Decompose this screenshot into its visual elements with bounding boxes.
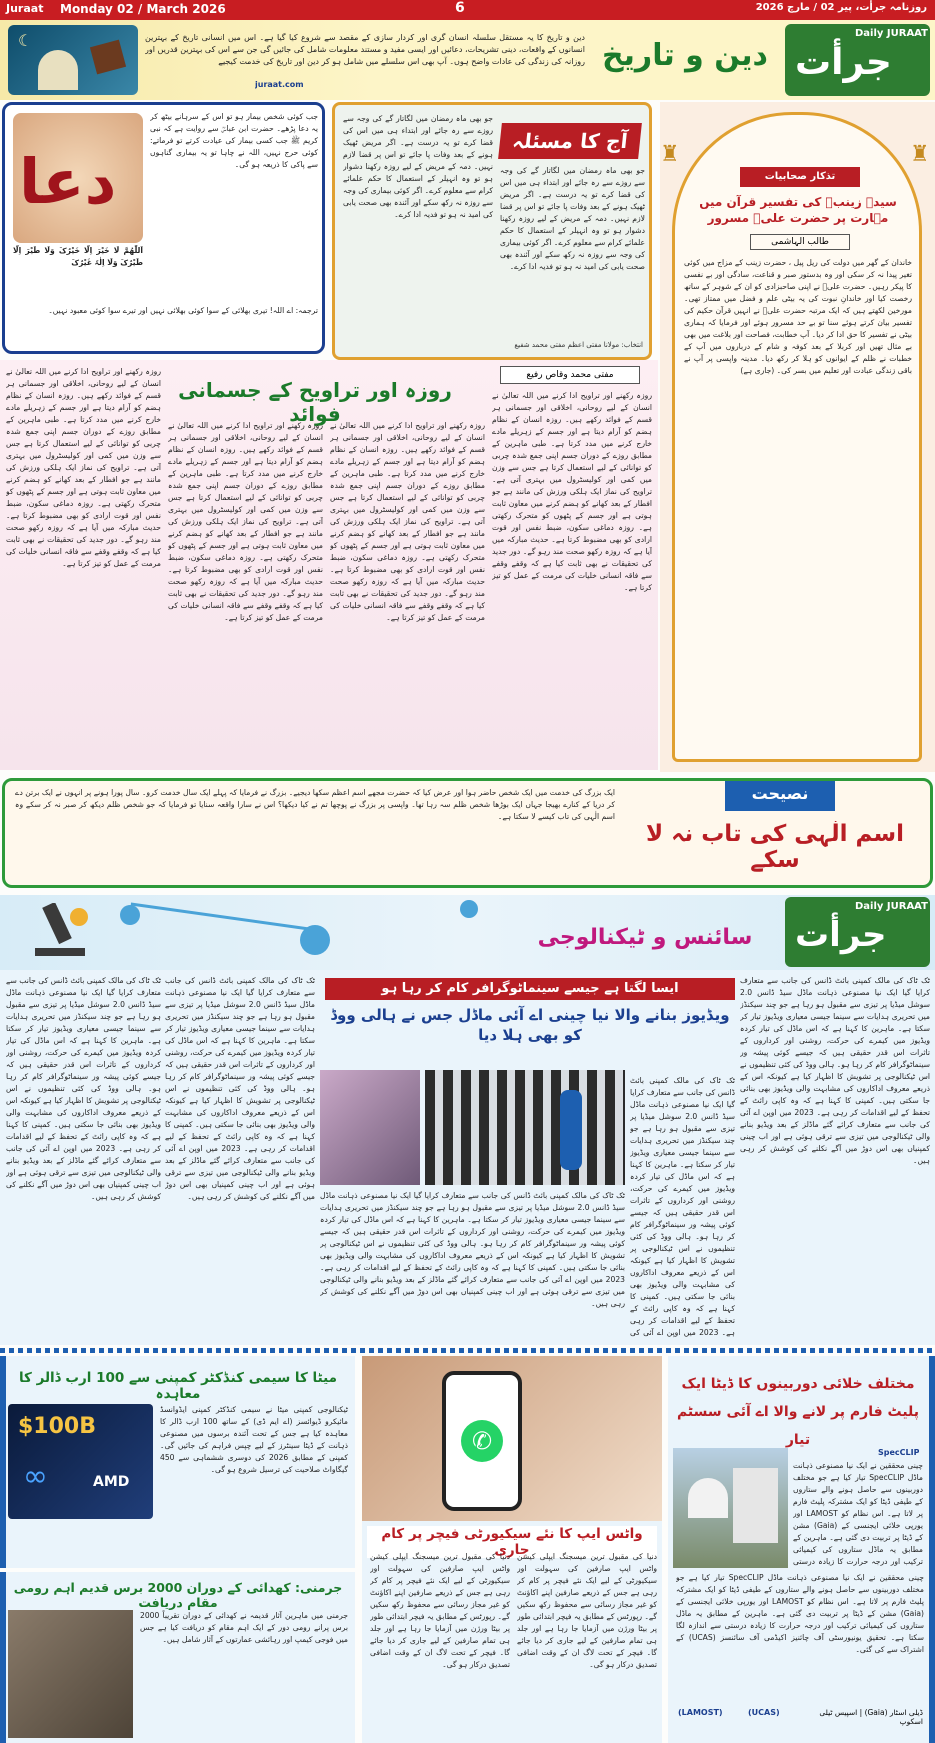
science-logo-en: Daily JURAAT — [855, 901, 928, 912]
din-email: juraat.com — [255, 80, 304, 89]
header-date-ur: روزنامہ جرأت، پیر 02 / مارچ 2026 — [755, 2, 927, 13]
tazkar-body: خاندان کے گھر میں دولت کی ریل پیل ، حضرت زینب کے مزاج میں کوئی تغیر پیدا نہ کر سکی اور وہ بدستور صبر و قناعت، سادگی اور بے نفسی کا پیکر رہیں۔ حضرت علیؓ نے اپنی صاحبزادی کو ان کے شوہر کے ساتھ رخصت کیا اور خاندانِ نبوت کی یہ بیٹی علم و فضل میں ممتاز تھی۔ مورخین لکھتے ہیں کہ ایک مرتبہ حضرت علیؓ نے انہیں قرآن حکیم کی تفسیر بیان کرتے ہوئے سنا تو بے حد مسرور ہوئے اور فرمایا کہ ہماری بیٹی نے تفسیر کا حق ادا کر دیا۔ آپ خطابت، فصاحت اور بلاغت میں بھی بے مثال تھیں اور کربلا کے بعد کوفہ و شام کے درباروں میں آپ کے خطبات نے ظلم کے ایوانوں کو ہلا کر رکھ دیا۔ مدینہ واپسی پر آپ نے باقی زندگی عبادت اور تعلیم میں بسر کی۔ (جاری ہے) — [684, 258, 912, 375]
mosque-illustration — [8, 25, 138, 95]
science-logo — [785, 897, 930, 967]
space-body: چینی محققین نے ایک نیا مصنوعی ذہانت ماڈل SpecCLIP تیار کیا ہے جو مختلف دوربینوں سے حاصل ہونے والے ستاروں کے طیفی ڈیٹا کو ایک مشترکہ پلیٹ فارم پر لاتا ہے۔ اس نظام کو LAMOST اور یورپی خلائی ایجنسی کے (Gaia) مشن کے ڈیٹا پر تربیت دی گئی ہے۔ ماہرین کے مطابق یہ ماڈل ستاروں کی کیمیائی ترکیب اور درجہ حرارت کا زیادہ درستی سے اندازہ لگا سکتا ہے۔ تحقیق یونیورسٹی آف چائنیز اکیڈمی آف سائنسز (UCAS) کے اشتراک سے کی گئی۔ — [676, 1573, 924, 1654]
dotted-rule — [0, 1348, 935, 1353]
logo-ur: جرأت — [795, 42, 892, 83]
logo-en: Daily JURAAT — [855, 28, 928, 39]
whatsapp-box — [362, 1356, 662, 1743]
science-col-2: ٹک ٹاک کی مالک کمپنی بائٹ ڈانس کی جانب سے متعارف کرایا گیا ایک نیا مصنوعی ذہانت ماڈل سیڈ ڈانس 2.0 سوشل میڈیا پر تیزی سے مقبول ہو رہا ہے جو چند سیکنڈز میں تحریری ہدایات سے سینما جیسی معیاری ویڈیوز تیار کر سکتا ہے۔ ماہرین کا کہنا ہے کہ اس ماڈل کی تیار کردہ ویڈیوز میں کیمرے کی حرکت، روشنی اور کرداروں کے تاثرات اس قدر حقیقی ہیں کہ جیسے کوئی پیشہ ور سینماٹوگرافر کام کر رہا ہو۔ ہالی ووڈ کی کئی تنظیموں نے اس ٹیکنالوجی پر تشویش کا اظہار کیا ہے کیونکہ اس کے ذریعے معروف اداکاروں کی مشابہت والی ویڈیوز بھی بنائی جا سکتی ہیں۔ کمپنی کا کہنا ہے کہ وہ کاپی رائٹ کے تحفظ کے لیے اقدامات کر رہی ہے۔ 2023 میں اوپن اے آئی کی — [630, 1076, 735, 1337]
dua-body: جب کوئی شخص بیمار ہو تو اس کے سرہانے بیٹھ کر یہ دعا پڑھے۔ حضرت ابن عباسؓ سے روایت ہے کہ نبی کریم ﷺ جب کسی بیمار کی عیادت کرتے تو فرماتے: کوئی حرج نہیں، اللہ نے چاہا تو یہ بیماری گناہوں سے پاکی کا ذریعہ ہو گی۔ — [150, 112, 318, 169]
meta-amd-image — [8, 1404, 153, 1519]
space-box — [668, 1356, 935, 1743]
science-headline: ویڈیوز بنانے والا نیا چینی اے آئی ماڈل جس نے ہالی ووڈ کو بھی ہلا دیا — [330, 1006, 730, 1044]
space-accent — [929, 1356, 935, 1743]
dua-box — [2, 102, 325, 354]
header-date-en: Monday 02 / March 2026 — [60, 2, 226, 16]
tazkar-label: تذکار صحابیات — [740, 167, 860, 187]
dua-note: ترجمہ: اے اللہ! تیری بھلائی کے سوا کوئی بھلائی نہیں اور تیرے سوا کوئی معبود نہیں۔ — [48, 306, 318, 315]
space-title: مختلف خلائی دوربینوں کا ڈیٹا ایک پلیٹ فارم پر لانے والا اے آئی سسٹم تیار — [676, 1376, 920, 1448]
observatory-photo — [673, 1448, 788, 1568]
din-intro: دین و تاریخ کا یہ مستقل سلسلہ انسان گری اور کردار سازی کے مقصد سے شروع کیا گیا ہے۔ اس میں انسانی تاریخ کے بہترین انسانوں کے واقعات، دینی تشریحات، دعائیں اور ایسی مفید و مستند معلومات شامل کی جائیں گی جن سے اس کی بہترین قدریں اور روزانہ کی زندگی کی عادات واضح ہوں۔ آپ بھی اس سلسلے میں شامل ہو کر دین اور تاریخ کی خدمت کیجیے — [145, 33, 585, 66]
meta-box — [0, 1356, 355, 1568]
germany-box — [0, 1572, 355, 1743]
nasihat-title: اسم الٰہی کی تاب نہ لا سکے — [645, 821, 905, 873]
tazkar-panel — [660, 102, 935, 772]
roza-col-2: روزہ رکھنے اور تراویح ادا کرنے میں اللہ تعالیٰ نے انسان کے لیے روحانی، اخلاقی اور جسمانی ہر قسم کے فوائد رکھے ہیں۔ روزہ انسان کے نظام ہضم کو آرام دیتا ہے اور جسم کے زہریلے مادے خارج کرنے میں مدد کرتا ہے۔ طبی ماہرین کے مطابق روزے کے دوران جسم اپنی جمع شدہ چربی کو توانائی کے لیے استعمال کرتا ہے جس سے وزن میں کمی اور کولیسٹرول میں بہتری آتی ہے۔ تراویح کی نماز ایک ہلکی ورزش کی مانند ہے جو افطار کے بعد کھانے کو ہضم کرنے میں معاون ثابت ہوتی ہے اور جسم کے پٹھوں کو متحرک رکھتی ہے۔ روزہ دماغی سکون، ضبط نفس اور قوت ارادی کو بھی مضبوط کرتا ہے۔ حدیث مبارکہ میں آیا ہے کہ روزہ رکھو صحت مند رہو گے۔ دور جدید کی تحقیقات نے بھی ثابت کیا ہے کہ وقفے وقفے سے فاقہ انسانی خلیات کی مرمت کے عمل کو تیز کرتا ہے۔ — [330, 421, 485, 622]
whatsapp-col-right: دنیا کی مقبول ترین میسجنگ ایپلی کیشن واٹس ایپ صارفین کی سہولت اور سیکیورٹی کے لیے ایک نئے فیچر پر کام کر رہی ہے جس کے ذریعے صارفین اپنے اکاؤنٹ کو غیر مجاز رسائی سے محفوظ رکھ سکیں گے۔ رپورٹس کے مطابق یہ فیچر ابتدائی طور پر بیٹا ورژن میں آزمایا جا رہا ہے اور جلد ہی تمام صارفین کے لیے جاری کر دیا جائے گا۔ فیچر کے تحت لاگ ان کے وقت اضافی تصدیق درکار ہو گی۔ — [517, 1552, 657, 1669]
nasihat-label: نصیحت — [725, 779, 835, 811]
phone-hand-photo — [362, 1356, 662, 1521]
roza-section — [0, 360, 658, 770]
whatsapp-col-left: دنیا کی مقبول ترین میسجنگ ایپلی کیشن واٹس ایپ صارفین کی سہولت اور سیکیورٹی کے لیے ایک نئے فیچر پر کام کر رہی ہے جس کے ذریعے صارفین اپنے اکاؤنٹ کو غیر مجاز رسائی سے محفوظ رکھ سکیں گے۔ رپورٹس کے مطابق یہ فیچر ابتدائی طور پر بیٹا ورژن میں آزمایا جا رہا ہے اور جلد ہی تمام صارفین کے لیے جاری کر دیا جائے گا۔ فیچر کے تحت لاگ ان کے وقت اضافی تصدیق درکار ہو گی۔ — [370, 1552, 510, 1669]
robot-factory-photo — [425, 1070, 625, 1185]
space-caption: ڈیلی اسٹار (Gaia) | اسپیس ٹیلی اسکوپ — [819, 1708, 923, 1726]
nasihat-box — [2, 778, 933, 888]
science-tag: ایسا لگتا ہے جیسے سینماٹوگرافر کام کر رہا ہو — [325, 978, 735, 1000]
din-title: دین و تاریخ — [602, 38, 768, 73]
lantern-icon-right: ♜ — [910, 142, 930, 167]
molecule-link — [131, 902, 310, 930]
crescent-icon: ☾ — [18, 31, 33, 50]
roza-col-4: روزہ رکھنے اور تراویح ادا کرنے میں اللہ تعالیٰ نے انسان کے لیے روحانی، اخلاقی اور جسمانی ہر قسم کے فوائد رکھے ہیں۔ روزہ انسان کے نظام ہضم کو آرام دیتا ہے اور جسم کے زہریلے مادے خارج کرنے میں مدد کرتا ہے۔ طبی ماہرین کے مطابق روزے کے دوران جسم اپنی جمع شدہ چربی کو توانائی کے لیے استعمال کرتا ہے جس سے وزن میں کمی اور کولیسٹرول میں بہتری آتی ہے۔ تراویح کی نماز ایک ہلکی ورزش کی مانند ہے جو افطار کے بعد کھانے کو ہضم کرنے میں معاون ثابت ہوتی ہے اور جسم کے پٹھوں کو متحرک رکھتی ہے۔ روزہ دماغی سکون، ضبط نفس اور قوت ارادی کو بھی مضبوط کرتا ہے۔ حدیث مبارکہ میں آیا ہے کہ روزہ رکھو صحت مند رہو گے۔ دور جدید کی تحقیقات نے بھی ثابت کیا ہے کہ وقفے وقفے سے فاقہ انسانی خلیات کی مرمت کے عمل کو تیز کرتا ہے۔ — [6, 367, 161, 568]
aaj-masla-body-left: جو بھی ماہ رمضان میں لگاتار گے کی وجہ سے روزے سے رہ جائے اور ابتداء ہی میں اس کی قضا کرے تو یہ درست ہے۔ اگر مریض ٹھیک ہونے کے بعد وفات پا جائے تو اس پر قضا لازم نہیں۔ دمہ کے مریض کے لیے روزہ رکھنا دشوار ہو تو وہ انہیلر کے استعمال کا حکم علمائے کرام سے معلوم کرے۔ اگر کوئی بیماری کی وجہ سے روزہ نہ رکھ سکے اور آئندہ بھی صحت یابی کی امید نہ ہو تو فدیہ ادا کرے۔ — [343, 114, 493, 219]
humanoid-robot-photo — [320, 1070, 420, 1185]
science-col-4: ٹک ٹاک کی مالک کمپنی بائٹ ڈانس کی جانب سے متعارف کرایا گیا ایک نیا مصنوعی ذہانت ماڈل سیڈ ڈانس 2.0 سوشل میڈیا پر تیزی سے مقبول ہو رہا ہے جو چند سیکنڈز میں تحریری ہدایات سے سینما جیسی معیاری ویڈیوز تیار کر سکتا ہے۔ ماہرین کا کہنا ہے کہ اس ماڈل کی تیار کردہ ویڈیوز میں کیمرے کی حرکت، روشنی اور کرداروں کے تاثرات اس قدر حقیقی ہیں کہ جیسے کوئی پیشہ ور سینماٹوگرافر کام کر رہا ہو۔ ہالی ووڈ کی کئی تنظیموں نے اس ٹیکنالوجی پر تشویش کا اظہار کیا ہے کیونکہ اس کے ذریعے معروف اداکاروں کی مشابہت والی ویڈیوز بھی بنائی جا سکتی ہیں۔ کمپنی کا کہنا ہے کہ وہ کاپی رائٹ کے تحفظ کے لیے اقدامات کر رہی ہے۔ 2023 میں اوپن اے آئی کی جانب سے متعارف کرائے گئے ماڈلز کے بعد ویڈیو بنانے والی ٹیکنالوجی میں تیزی سے ترقی ہوئی ہے اور اب چینی کمپنیاں بھی اس دوڑ میں آگے نکلنے کی کوشش کر رہی ہیں۔ — [165, 976, 315, 1201]
juraat-logo — [785, 24, 930, 96]
aaj-masla-source: انتخاب: مولانا مفتی اعظم مفتی محمد شفیع — [514, 341, 643, 349]
aaj-masla-body-right: جو بھی ماہ رمضان میں لگاتار گے کی وجہ سے روزے سے رہ جائے اور ابتداء ہی میں اس کی قضا کرے تو یہ درست ہے۔ اگر مریض ٹھیک ہونے کے بعد وفات پا جائے تو اس پر قضا لازم نہیں۔ دمہ کے مریض کے لیے روزہ رکھنا دشوار ہو تو وہ انہیلر کے استعمال کا حکم علمائے کرام سے معلوم کرے۔ اگر کوئی بیماری کی وجہ سے روزہ نہ رکھ سکے اور آئندہ بھی صحت یابی کی امید نہ ہو تو فدیہ ادا کرے۔ — [500, 166, 645, 271]
molecule-node-3 — [460, 900, 478, 918]
roza-col-1: روزہ رکھنے اور تراویح ادا کرنے میں اللہ تعالیٰ نے انسان کے لیے روحانی، اخلاقی اور جسمانی ہر قسم کے فوائد رکھے ہیں۔ روزہ انسان کے نظام ہضم کو آرام دیتا ہے اور جسم کے زہریلے مادے خارج کرنے میں مدد کرتا ہے۔ طبی ماہرین کے مطابق روزے کے دوران جسم اپنی جمع شدہ چربی کو توانائی کے لیے استعمال کرتا ہے جس سے وزن میں کمی اور کولیسٹرول میں بہتری آتی ہے۔ تراویح کی نماز ایک ہلکی ورزش کی مانند ہے جو افطار کے بعد کھانے کو ہضم کرنے میں معاون ثابت ہوتی ہے اور جسم کے پٹھوں کو متحرک رکھتی ہے۔ روزہ دماغی سکون، ضبط نفس اور قوت ارادی کو بھی مضبوط کرتا ہے۔ حدیث مبارکہ میں آیا ہے کہ روزہ رکھو صحت مند رہو گے۔ دور جدید کی تحقیقات نے بھی ثابت کیا ہے کہ وقفے وقفے سے فاقہ انسانی خلیات کی مرمت کے عمل کو تیز کرتا ہے۔ — [492, 391, 652, 592]
science-logo-ur: جرأت — [795, 915, 887, 955]
germany-body: جرمنی میں ماہرین آثار قدیمہ نے کھدائی کے دوران تقریباً 2000 برس پرانے رومی دور کے ایک اہم مقام کو دریافت کیا ہے جس میں فوجی کیمپ اور رہائشی عمارتوں کے آثار شامل ہیں۔ — [140, 1611, 348, 1644]
meta-body: ٹیکنالوجی کمپنی میٹا نے سیمی کنڈکٹر کمپنی ایڈوانسڈ مائیکرو ڈیوائسز (اے ایم ڈی) کے ساتھ 100 ارب ڈالر کا معاہدہ کیا ہے جس کے تحت آئندہ برسوں میں مصنوعی ذہانت کے ڈیٹا سینٹرز کے لیے چپس فراہم کی جائیں گی۔ کمپنی کے مطابق 2026 کی دوسری ششماہی سے 450 گیگاواٹ صلاحیت کی ترسیل شروع ہو گی۔ — [160, 1405, 348, 1474]
page-header — [0, 0, 935, 20]
tazkar-author: طالب الہاشمی — [750, 234, 850, 250]
meta-accent — [0, 1356, 6, 1568]
worker-figure — [560, 1090, 582, 1170]
header-brand: Juraat — [6, 2, 44, 15]
nasihat-body: ایک بزرگ کی خدمت میں ایک شخص حاضر ہوا اور عرض کیا کہ حضرت مجھے اسم اعظم سکھا دیجیے۔ بزرگ نے فرمایا کہ پہلے ایک سال خدمت کرو۔ سال پورا ہونے پر انہوں نے ایک برتن دے کر دریا کے کنارے بھیجا جہاں ایک بوڑھا شخص ظلم سہ رہا تھا۔ واپسی پر بزرگ نے پوچھا تم نے کیا دیکھا؟ اس نے سارا واقعہ سنایا تو فرمایا کہ جو شخص ظلم دیکھ کر صبر نہ کر سکے وہ اسم الٰہی کی تاب کیسے لا سکتا ہے۔ — [15, 788, 615, 821]
space-tag2: (UCAS) — [748, 1708, 780, 1717]
molecule-node — [120, 905, 140, 925]
excavation-photo — [8, 1610, 133, 1738]
germany-title: جرمنی: کھدائی کے دوران 2000 برس قدیم اہم رومی مقام دریافت — [13, 1580, 343, 1610]
whatsapp-title: واٹس ایپ کا نئے سیکیورٹی فیچر پر کام جاری — [367, 1526, 657, 1558]
science-banner — [0, 895, 935, 970]
space-model: SpecCLIP — [878, 1448, 920, 1457]
header-page-number: 6 — [455, 0, 465, 16]
space-tag1: (LAMOST) — [678, 1708, 723, 1717]
lantern-icon: ♜ — [660, 142, 680, 167]
whatsapp-icon: ✆ — [461, 1420, 503, 1462]
mosque-dome — [38, 50, 78, 90]
meta-img-text: $100B — [18, 1414, 96, 1439]
science-article — [0, 970, 935, 1345]
roza-col-3: روزہ رکھنے اور تراویح ادا کرنے میں اللہ تعالیٰ نے انسان کے لیے روحانی، اخلاقی اور جسمانی ہر قسم کے فوائد رکھے ہیں۔ روزہ انسان کے نظام ہضم کو آرام دیتا ہے اور جسم کے زہریلے مادے خارج کرنے میں مدد کرتا ہے۔ طبی ماہرین کے مطابق روزے کے دوران جسم اپنی جمع شدہ چربی کو توانائی کے لیے استعمال کرتا ہے جس سے وزن میں کمی اور کولیسٹرول میں بہتری آتی ہے۔ تراویح کی نماز ایک ہلکی ورزش کی مانند ہے جو افطار کے بعد کھانے کو ہضم کرنے میں معاون ثابت ہوتی ہے اور جسم کے پٹھوں کو متحرک رکھتی ہے۔ روزہ دماغی سکون، ضبط نفس اور قوت ارادی کو بھی مضبوط کرتا ہے۔ حدیث مبارکہ میں آیا ہے کہ روزہ رکھو صحت مند رہو گے۔ دور جدید کی تحقیقات نے بھی ثابت کیا ہے کہ وقفے وقفے سے فاقہ انسانی خلیات کی مرمت کے عمل کو تیز کرتا ہے۔ — [168, 421, 323, 622]
dua-arabic: اَللّٰھُمَّ لَا خَیْرَ اِلَّا خَیْرُکَ وَلَا طَیْرَ اِلَّا طَیْرُکَ وَلَا اِلٰہَ غَیْرُکَ — [13, 246, 143, 267]
tazkar-headline: سیدہ زینبؓ کی تفسیر قرآن میں مہارت پر حضرت علیؓ مسرور — [699, 195, 897, 225]
roza-title: روزہ اور تراویح کے جسمانی فوائد — [178, 378, 452, 426]
science-col-3: ٹک ٹاک کی مالک کمپنی بائٹ ڈانس کی جانب سے متعارف کرایا گیا ایک نیا مصنوعی ذہانت ماڈل سیڈ ڈانس 2.0 سوشل میڈیا پر تیزی سے مقبول ہو رہا ہے جو چند سیکنڈز میں تحریری ہدایات سے سینما جیسی معیاری ویڈیوز تیار کر سکتا ہے۔ ماہرین کا کہنا ہے کہ اس ماڈل کی تیار کردہ ویڈیوز میں کیمرے کی حرکت، روشنی اور کرداروں کے تاثرات اس قدر حقیقی ہیں کہ جیسے کوئی پیشہ ور سینماٹوگرافر کام کر رہا ہو۔ ہالی ووڈ کی کئی تنظیموں نے اس ٹیکنالوجی پر تشویش کا اظہار کیا ہے کیونکہ اس کے ذریعے معروف اداکاروں کی مشابہت والی ویڈیوز بھی بنائی جا سکتی ہیں۔ کمپنی کا کہنا ہے کہ وہ کاپی رائٹ کے تحفظ کے لیے اقدامات کر رہی ہے۔ 2023 میں اوپن اے آئی کی جانب سے متعارف کرائے گئے ماڈلز کے بعد ویڈیو بنانے والی ٹیکنالوجی میں تیزی سے ترقی ہوئی ہے اور اب چینی کمپنیاں بھی اس دوڑ میں آگے نکلنے کی کوشش کر رہی ہیں۔ — [320, 1191, 625, 1308]
science-title: سائنس و ٹیکنالوجی — [537, 925, 753, 950]
meta-infinity-icon: ∞ — [23, 1459, 48, 1494]
aaj-masla-box — [332, 102, 652, 360]
science-col-1: ٹک ٹاک کی مالک کمپنی بائٹ ڈانس کی جانب سے متعارف کرایا گیا ایک نیا مصنوعی ذہانت ماڈل سیڈ ڈانس 2.0 سوشل میڈیا پر تیزی سے مقبول ہو رہا ہے جو چند سیکنڈز میں تحریری ہدایات سے سینما جیسی معیاری ویڈیوز تیار کر سکتا ہے۔ ماہرین کا کہنا ہے کہ اس ماڈل کی تیار کردہ ویڈیوز میں کیمرے کی حرکت، روشنی اور کرداروں کے تاثرات اس قدر حقیقی ہیں کہ جیسے کوئی پیشہ ور سینماٹوگرافر کام کر رہا ہو۔ ہالی ووڈ کی کئی تنظیموں نے اس ٹیکنالوجی پر تشویش کا اظہار کیا ہے کیونکہ اس کے ذریعے معروف اداکاروں کی مشابہت والی ویڈیوز بھی بنائی جا سکتی ہیں۔ کمپنی کا کہنا ہے کہ وہ کاپی رائٹ کے تحفظ کے لیے اقدامات کر رہی ہے۔ 2023 میں اوپن اے آئی کی جانب سے متعارف کرائے گئے ماڈلز کے بعد ویڈیو بنانے والی ٹیکنالوجی میں تیزی سے ترقی ہوئی ہے اور اب چینی کمپنیاں بھی اس دوڑ میں آگے نکلنے کی کوشش کر رہی ہیں۔ — [740, 976, 930, 1165]
science-col-5: ٹک ٹاک کی مالک کمپنی بائٹ ڈانس کی جانب سے متعارف کرایا گیا ایک نیا مصنوعی ذہانت ماڈل سیڈ ڈانس 2.0 سوشل میڈیا پر تیزی سے مقبول ہو رہا ہے جو چند سیکنڈز میں تحریری ہدایات سے سینما جیسی معیاری ویڈیوز تیار کر سکتا ہے۔ ماہرین کا کہنا ہے کہ اس ماڈل کی تیار کردہ ویڈیوز میں کیمرے کی حرکت، روشنی اور کرداروں کے تاثرات اس قدر حقیقی ہیں کہ جیسے کوئی پیشہ ور سینماٹوگرافر کام کر رہا ہو۔ ہالی ووڈ کی کئی تنظیموں نے اس ٹیکنالوجی پر تشویش کا اظہار کیا ہے کیونکہ اس کے ذریعے معروف اداکاروں کی مشابہت والی ویڈیوز بھی بنائی جا سکتی ہیں۔ کمپنی کا کہنا ہے کہ وہ کاپی رائٹ کے تحفظ کے لیے اقدامات کر رہی ہے۔ 2023 میں اوپن اے آئی کی جانب سے متعارف کرائے گئے ماڈلز کے بعد ویڈیو بنانے والی ٹیکنالوجی میں تیزی سے ترقی ہوئی ہے اور اب چینی کمپنیاں بھی اس دوڑ میں آگے نکلنے کی کوشش کر رہی ہیں۔ — [6, 976, 161, 1201]
meta-title: میٹا کا سیمی کنڈکٹر کمپنی سے 100 ارب ڈالر کا معاہدہ — [18, 1370, 338, 1402]
phone-illustration — [442, 1371, 522, 1511]
book-icon — [90, 40, 126, 75]
germany-accent — [0, 1572, 6, 1743]
observatory-dome — [688, 1478, 728, 1518]
meta-img-text2: AMD — [93, 1474, 130, 1490]
dua-word: دعا — [19, 145, 117, 218]
aaj-masla-title: آج کا مسئلہ — [498, 123, 642, 159]
din-banner — [0, 20, 935, 100]
observatory-building — [733, 1468, 778, 1543]
space-body-top: چینی محققین نے ایک نیا مصنوعی ذہانت ماڈل SpecCLIP تیار کیا ہے جو مختلف دوربینوں سے حاصل ہونے والے ستاروں کے طیفی ڈیٹا کو ایک مشترکہ پلیٹ فارم پر لاتا ہے۔ اس نظام کو LAMOST اور یورپی خلائی ایجنسی کے (Gaia) مشن کے ڈیٹا پر تربیت دی گئی ہے۔ ماہرین کے مطابق یہ ماڈل ستاروں کی کیمیائی ترکیب اور درجہ حرارت کا زیادہ درستی — [793, 1461, 923, 1566]
roza-author: مفتی محمد وقاص رفیع — [500, 366, 640, 384]
microscope-icon — [30, 903, 90, 958]
